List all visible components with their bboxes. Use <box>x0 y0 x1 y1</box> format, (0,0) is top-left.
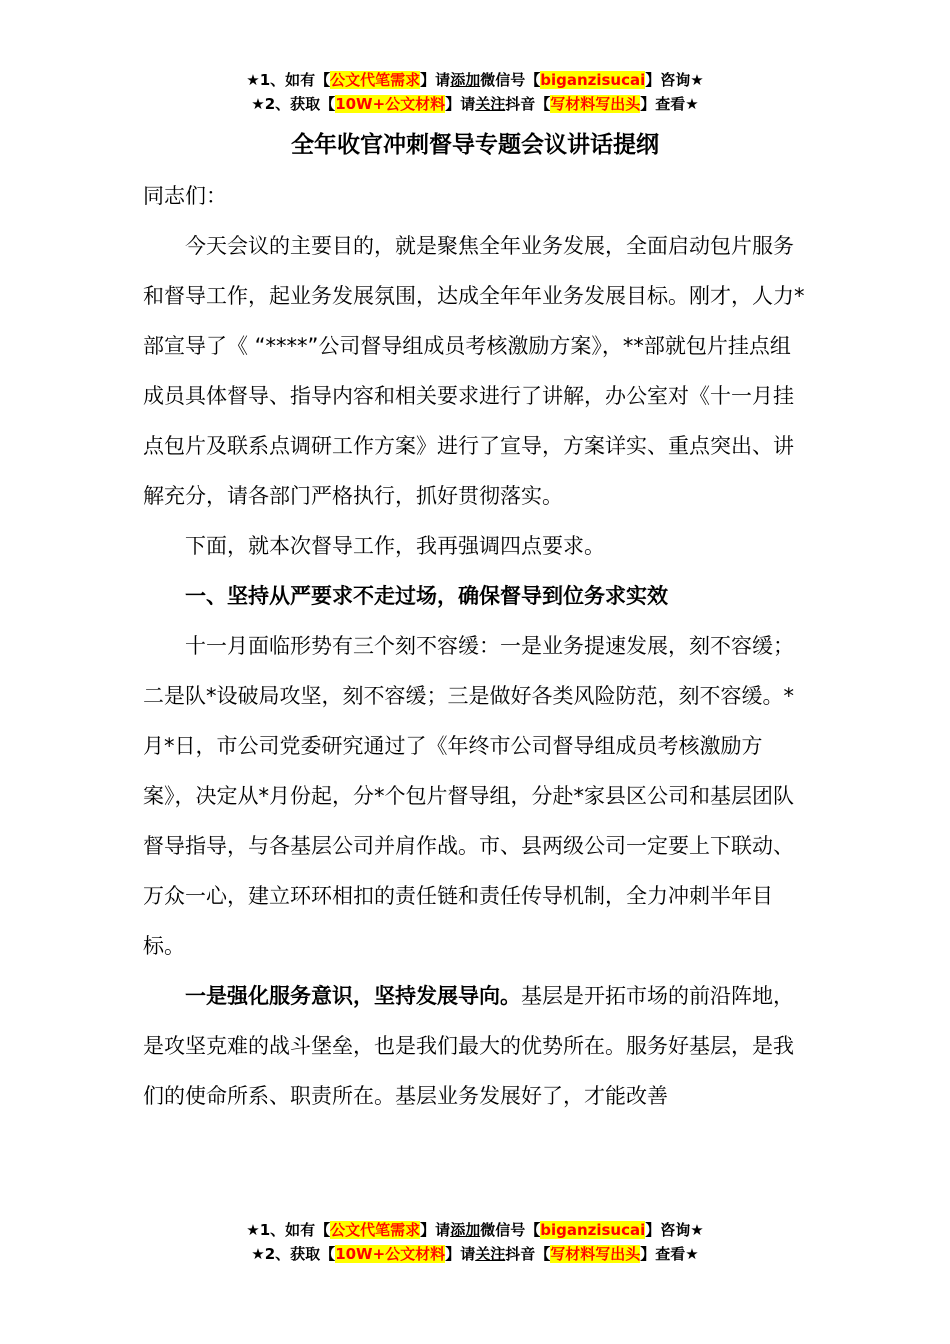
banner-text: ★1、如有【 <box>246 1221 331 1239</box>
banner-highlight-wechat-id: biganzisucai <box>540 71 646 89</box>
paragraph-1: 今天会议的主要目的，就是聚焦全年业务发展，全面启动包片服务和督导工作，起业务发展氛围，达成全年年业务发展目标。刚才，人力*部宣导了《 “****”公司督导组成员考核激励方案》，**部就包片挂点组成员具体督导、指导内容和相关要求进行了讲解，办公室对《十一月挂点包片及联系点调研工作方案》进行了宣导，方案详实、重点突出、讲解充分，请各部门严格执行，抓好贯彻落实。 <box>143 234 805 508</box>
banner-text: ★2、获取【 <box>251 95 336 113</box>
banner-text: 微信号【 <box>480 71 541 89</box>
header-banner-line-1 <box>0 68 950 92</box>
banner-highlight-materials: 10W+公文材料 <box>335 1245 446 1263</box>
banner-highlight-douyin: 写材料写出头 <box>550 95 641 113</box>
footer-banner-line-1 <box>0 1218 950 1242</box>
footer-banner-line-2 <box>0 1242 950 1266</box>
banner-highlight-materials: 10W+公文材料 <box>335 95 446 113</box>
paragraph-3: 十一月面临形势有三个刻不容缓：一是业务提速发展，刻不容缓；二是队*设破局攻坚，刻不容缓；三是做好各类风险防范，刻不容缓。*月*日，市公司党委研究通过了《年终市公司督导组成员考核激励方案》，决定从*月份起，分*个包片督导组，分赴*家县区公司和基层团队督导指导，与各基层公司并肩作战。市、县两级公司一定要上下联动、万众一心，建立环环相扣的责任链和责任传导机制，全力冲刺半年目标。 <box>143 634 794 958</box>
banner-text: 】请 <box>445 1245 476 1263</box>
section-heading-1: 一、坚持从严要求不走过场，确保督导到位务求实效 <box>185 584 668 608</box>
banner-text: 微信号【 <box>480 1221 541 1239</box>
banner-text: 】查看★ <box>640 95 699 113</box>
paragraph-4-text: 基层是开拓市场的前沿阵地，是攻坚克难的战斗堡垒，也是我们最大的优势所在。服务好基层，是我们的使命所系、职责所在。基层业务发展好了，才能改善 <box>143 984 794 1108</box>
document-body <box>143 171 807 1121</box>
banner-underline-add: 添加 <box>450 1221 481 1239</box>
banner-text: 】请 <box>445 95 476 113</box>
banner-text: 】咨询★ <box>645 1221 704 1239</box>
banner-underline-add: 添加 <box>450 71 481 89</box>
banner-text: 抖音【 <box>505 95 551 113</box>
paragraph-4-lead: 一是强化服务意识，坚持发展导向。 <box>185 984 521 1008</box>
banner-underline-follow: 关注 <box>475 95 506 113</box>
banner-text: ★2、获取【 <box>251 1245 336 1263</box>
document-title: 全年收官冲刺督导专题会议讲话提纲 <box>291 132 659 158</box>
banner-highlight-douyin: 写材料写出头 <box>550 1245 641 1263</box>
paragraph-2: 下面，就本次督导工作，我再强调四点要求。 <box>185 534 605 558</box>
banner-text: ★1、如有【 <box>246 71 331 89</box>
banner-underline-follow: 关注 <box>475 1245 506 1263</box>
banner-highlight-wechat-id: biganzisucai <box>540 1221 646 1239</box>
banner-text: 】查看★ <box>640 1245 699 1263</box>
banner-text: 】请 <box>420 71 451 89</box>
paragraph-4 <box>143 971 807 1121</box>
salutation: 同志们： <box>143 184 227 208</box>
header-banner <box>0 68 950 116</box>
banner-text: 抖音【 <box>505 1245 551 1263</box>
header-banner-line-2 <box>0 92 950 116</box>
banner-text: 】咨询★ <box>645 71 704 89</box>
banner-highlight-service: 公文代笔需求 <box>330 71 421 89</box>
footer-banner <box>0 1218 950 1266</box>
banner-highlight-service: 公文代笔需求 <box>330 1221 421 1239</box>
banner-text: 】请 <box>420 1221 451 1239</box>
